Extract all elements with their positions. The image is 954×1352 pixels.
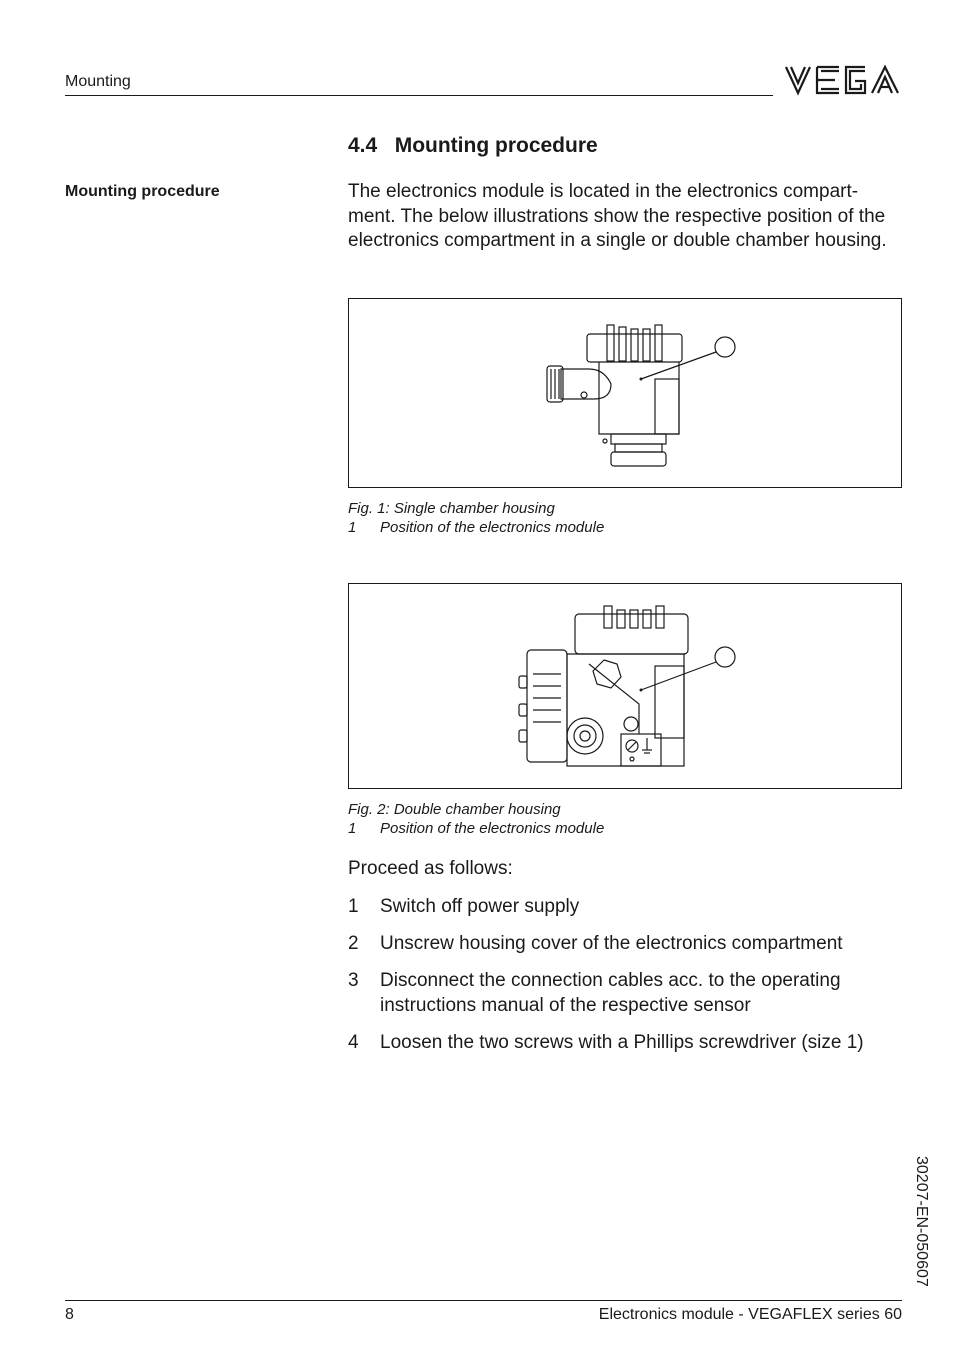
procedure-steps-list <box>348 895 908 1068</box>
figure-2-caption <box>348 800 604 838</box>
procedure-intro: Proceed as follows: <box>348 858 513 879</box>
section-title: 4.4 Mounting procedure <box>348 134 598 157</box>
intro-paragraph: The electronics module is located in the electronics compart-ment. The below illustrations show the respective position of the electronics compartment in a single or double chamber housing. <box>348 181 887 251</box>
callout-label: 1 <box>721 651 729 665</box>
figure-double-chamber <box>348 583 902 789</box>
callout-label: 1 <box>721 341 729 355</box>
page-number: 8 <box>65 1306 74 1323</box>
footer-divider <box>65 1300 902 1301</box>
step-text: Switch off power supply <box>380 896 580 917</box>
step-number: 3 <box>348 970 359 991</box>
step-text: Disconnect the connection cables acc. to the operating instructions manual of the respective sensor <box>380 970 841 1016</box>
step-text: Loosen the two screws with a Phillips screwdriver (size 1) <box>380 1031 864 1053</box>
figure-legend-item <box>348 518 604 537</box>
step-number: 2 <box>348 933 359 954</box>
header-divider <box>65 95 773 96</box>
step-number: 1 <box>348 896 359 917</box>
legend-text: Position of the electronics module <box>380 519 605 536</box>
figure-caption-text: Fig. 2: Double chamber housing <box>348 801 561 818</box>
header-section-label: Mounting <box>65 73 131 90</box>
legend-text: Position of the electronics module <box>380 820 605 837</box>
figure-caption-text: Fig. 1: Single chamber housing <box>348 500 555 517</box>
vega-logo <box>783 62 903 98</box>
document-code: 30207-EN-050607 <box>913 1156 930 1287</box>
footer-title: Electronics module - VEGAFLEX series 60 <box>598 1306 902 1323</box>
figure-1-caption <box>348 499 604 537</box>
list-item <box>348 969 908 1018</box>
legend-number: 1 <box>348 519 357 536</box>
step-number: 4 <box>348 1031 359 1053</box>
list-item <box>348 895 908 920</box>
margin-heading: Mounting procedure <box>65 183 220 200</box>
list-item <box>348 1031 908 1056</box>
figure-legend-item <box>348 819 604 838</box>
figure-single-chamber <box>348 298 902 488</box>
step-text: Unscrew housing cover of the electronics compartment <box>380 933 843 954</box>
list-item <box>348 932 908 957</box>
single-chamber-housing-drawing <box>349 299 901 487</box>
double-chamber-housing-drawing <box>349 584 901 788</box>
legend-number: 1 <box>348 820 357 837</box>
